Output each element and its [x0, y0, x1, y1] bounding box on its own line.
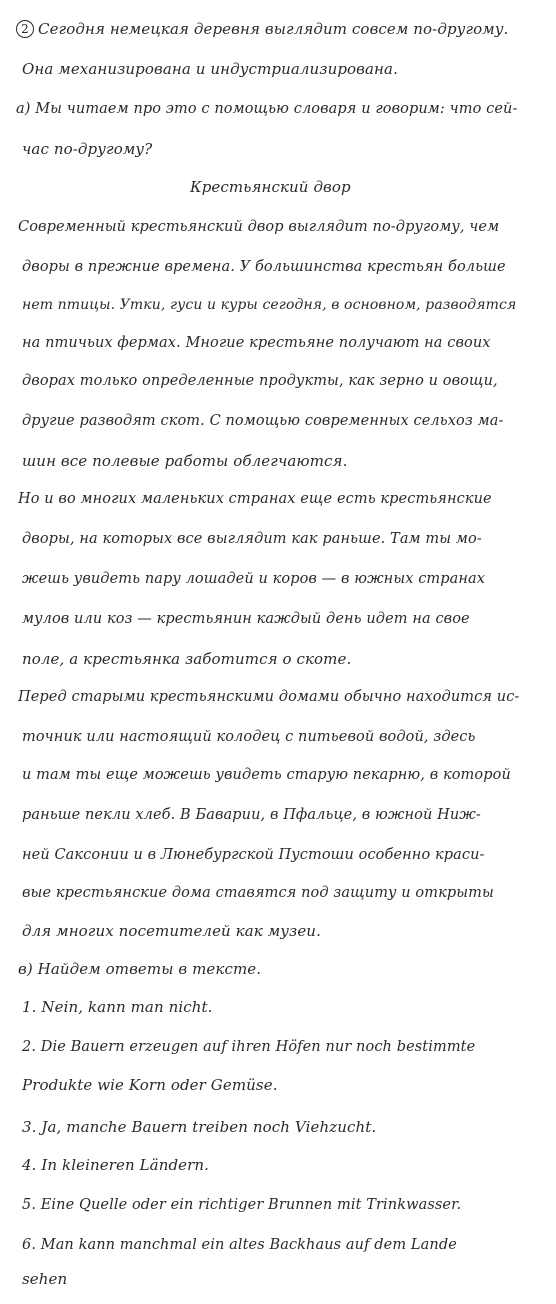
- answer-line: sehen: [22, 1270, 68, 1288]
- exercise-intro-text-1: Сегодня немецкая деревня выглядит совсем по-другому.: [38, 20, 509, 38]
- answer-line: 4. In kleineren Ländern.: [22, 1156, 210, 1174]
- text-line: нет птицы. Утки, гуси и куры сегодня, в основном, разводятся: [22, 297, 517, 313]
- answer-line: 5. Eine Quelle oder ein richtiger Brunnen mit Trinkwasser.: [22, 1197, 462, 1213]
- text-line: точник или настоящий колодец с питьевой водой, здесь: [22, 729, 476, 745]
- exercise-intro-line-2: Она механизирована и индустриализирована.: [22, 60, 398, 78]
- text-line: и там ты еще можешь увидеть старую пекарню, в которой: [22, 767, 511, 783]
- task-a-line-1: а) Мы читаем про это с помощью словаря и говорим: что сей-: [16, 101, 518, 117]
- text-line: раньше пекли хлеб. В Баварии, в Пфальце, в южной Ниж-: [22, 807, 481, 823]
- text-line: поле, а крестьянка заботится о скоте.: [22, 650, 352, 668]
- text-line: Современный крестьянский двор выглядит по-другому, чем: [18, 219, 500, 235]
- answer-line: 3. Ja, manche Bauern treiben noch Viehzucht.: [22, 1118, 377, 1136]
- task-a-line-2: час по-другому?: [22, 140, 153, 158]
- text-line: Перед старыми крестьянскими домами обычно находится ис-: [18, 689, 520, 705]
- exercise-number-badge: 2: [16, 20, 34, 38]
- text-line: ней Саксонии и в Люнебургской Пустоши особенно краси-: [22, 847, 485, 863]
- text-line: дворах только определенные продукты, как зерно и овощи,: [22, 373, 498, 389]
- text-line: для многих посетителей как музеи.: [22, 922, 321, 940]
- text-line: жешь увидеть пару лошадей и коров — в южных странах: [22, 571, 486, 587]
- answer-line: 2. Die Bauern erzeugen auf ihren Höfen nur noch bestimmte: [22, 1039, 476, 1055]
- answer-line: 6. Man kann manchmal ein altes Backhaus auf dem Lande: [22, 1237, 457, 1253]
- text-line: дворы, на которых все выглядит как раньше. Там ты мо-: [22, 531, 482, 547]
- text-line: шин все полевые работы облегчаются.: [22, 452, 348, 470]
- text-title: Крестьянский двор: [190, 178, 351, 196]
- text-line: другие разводят скот. С помощью современных сельхоз ма-: [22, 413, 504, 429]
- text-line: вые крестьянские дома ставятся под защиту и открыты: [22, 885, 494, 901]
- text-line: Но и во многих маленьких странах еще есть крестьянские: [18, 491, 492, 507]
- task-b-heading: в) Найдем ответы в тексте.: [18, 960, 262, 978]
- exercise-intro-line-1: [16, 20, 508, 38]
- answer-line: 1. Nein, kann man nicht.: [22, 998, 213, 1016]
- text-line: дворы в прежние времена. У большинства крестьян больше: [22, 259, 506, 275]
- text-line: мулов или коз — крестьянин каждый день идет на свое: [22, 611, 470, 627]
- text-line: на птичьих фермах. Многие крестьяне получают на своих: [22, 335, 491, 351]
- answer-line: Produkte wie Korn oder Gemüse.: [22, 1076, 278, 1094]
